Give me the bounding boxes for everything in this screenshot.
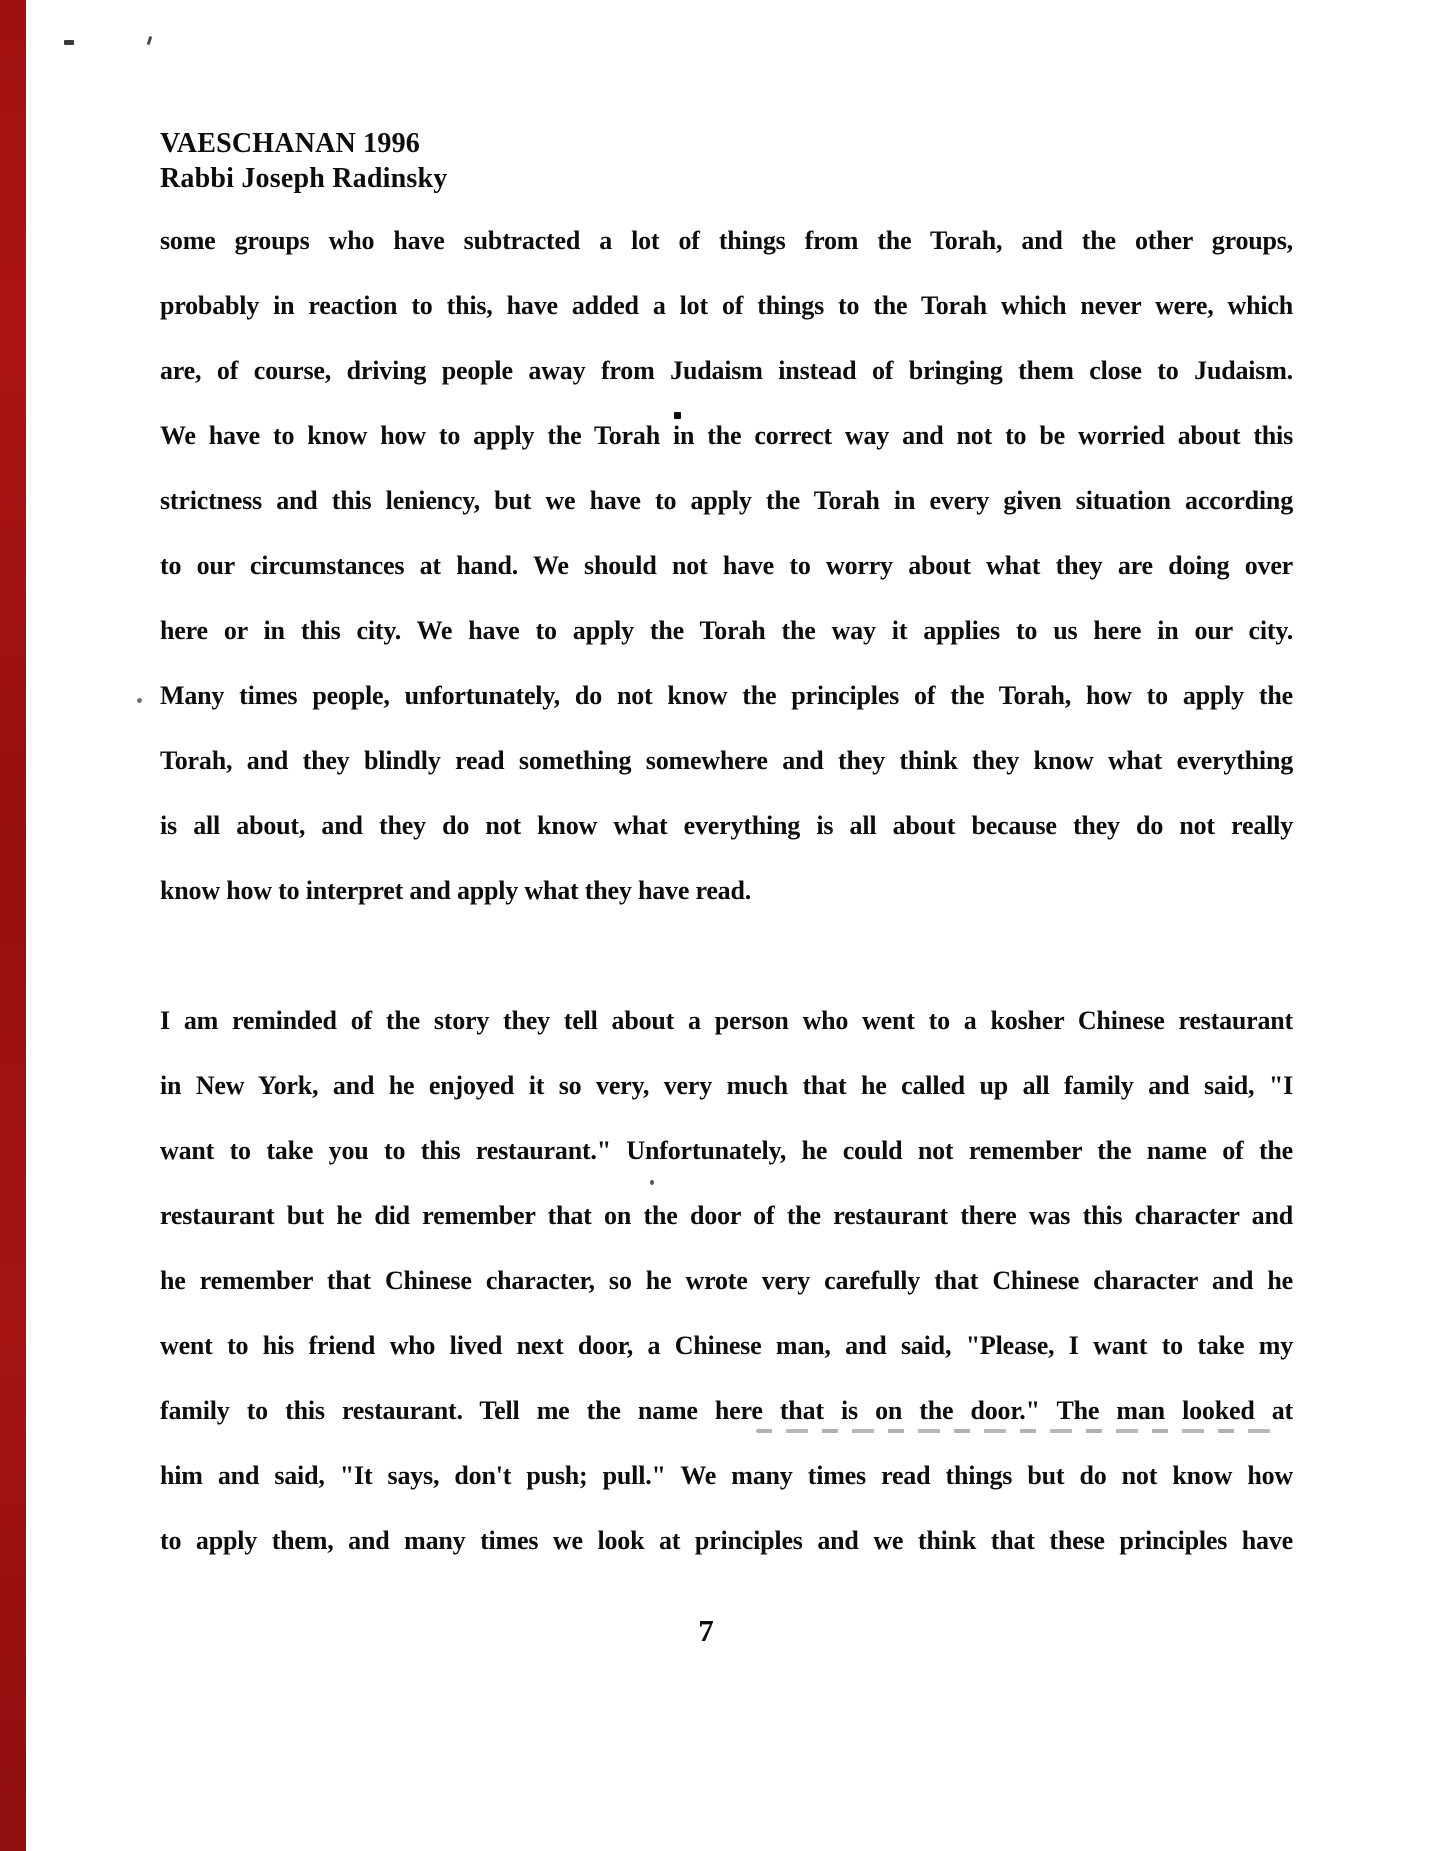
author-name: Rabbi Joseph Radinsky	[160, 163, 448, 194]
text-line: in New York, and he enjoyed it so very, very much that he called up all family and said, "I	[160, 1071, 1293, 1100]
paragraph-torah-application	[160, 208, 1293, 923]
scan-smudge-dashes	[756, 1429, 1280, 1433]
text-line: family to this restaurant. Tell me the name here that is on the door." The man looked at	[160, 1396, 1293, 1425]
text-line: Torah, and they blindly read something somewhere and they think they know what everything	[160, 746, 1293, 775]
scan-speck-mark	[64, 40, 74, 45]
margin-dot-artifact	[137, 698, 142, 703]
text-line: We have to know how to apply the Torah in the correct way and not to be worried about this	[160, 421, 1293, 450]
page-number: 7	[698, 1613, 714, 1648]
text-line: restaurant but he did remember that on the door of the restaurant there was this character and	[160, 1201, 1293, 1230]
text-line: want to take you to this restaurant." Unfortunately, he could not remember the name of the	[160, 1136, 1293, 1165]
text-line: Many times people, unfortunately, do not know the principles of the Torah, how to apply the	[160, 681, 1293, 710]
text-line: know how to interpret and apply what they have read.	[160, 876, 752, 905]
scan-speck-mark	[147, 36, 153, 45]
text-line: strictness and this leniency, but we have to apply the Torah in every given situation according	[160, 486, 1293, 515]
text-line: to apply them, and many times we look at principles and we think that these principles have	[160, 1526, 1293, 1555]
text-line: some groups who have subtracted a lot of things from the Torah, and the other groups,	[160, 226, 1293, 255]
text-line: he remember that Chinese character, so he wrote very carefully that Chinese character and he	[160, 1266, 1293, 1295]
text-line: to our circumstances at hand. We should not have to worry about what they are doing over	[160, 551, 1293, 580]
text-line: probably in reaction to this, have added a lot of things to the Torah which never were, which	[160, 291, 1293, 320]
text-line: him and said, "It says, don't push; pull." We many times read things but do not know how	[160, 1461, 1293, 1490]
text-line: are, of course, driving people away from Judaism instead of bringing them close to Judaism.	[160, 356, 1293, 385]
document-header	[160, 126, 1060, 196]
text-line: I am reminded of the story they tell about a person who went to a kosher Chinese restaurant	[160, 1006, 1293, 1035]
paragraph-chinese-restaurant-story	[160, 988, 1293, 1573]
scanner-edge-stripe	[0, 0, 26, 1851]
text-line: here or in this city. We have to apply the Torah the way it applies to us here in our city.	[160, 616, 1293, 645]
parsha-title: VAESCHANAN 1996	[160, 128, 420, 159]
text-line: went to his friend who lived next door, a Chinese man, and said, "Please, I want to take my	[160, 1331, 1293, 1360]
text-line: is all about, and they do not know what everything is all about because they do not really	[160, 811, 1293, 840]
